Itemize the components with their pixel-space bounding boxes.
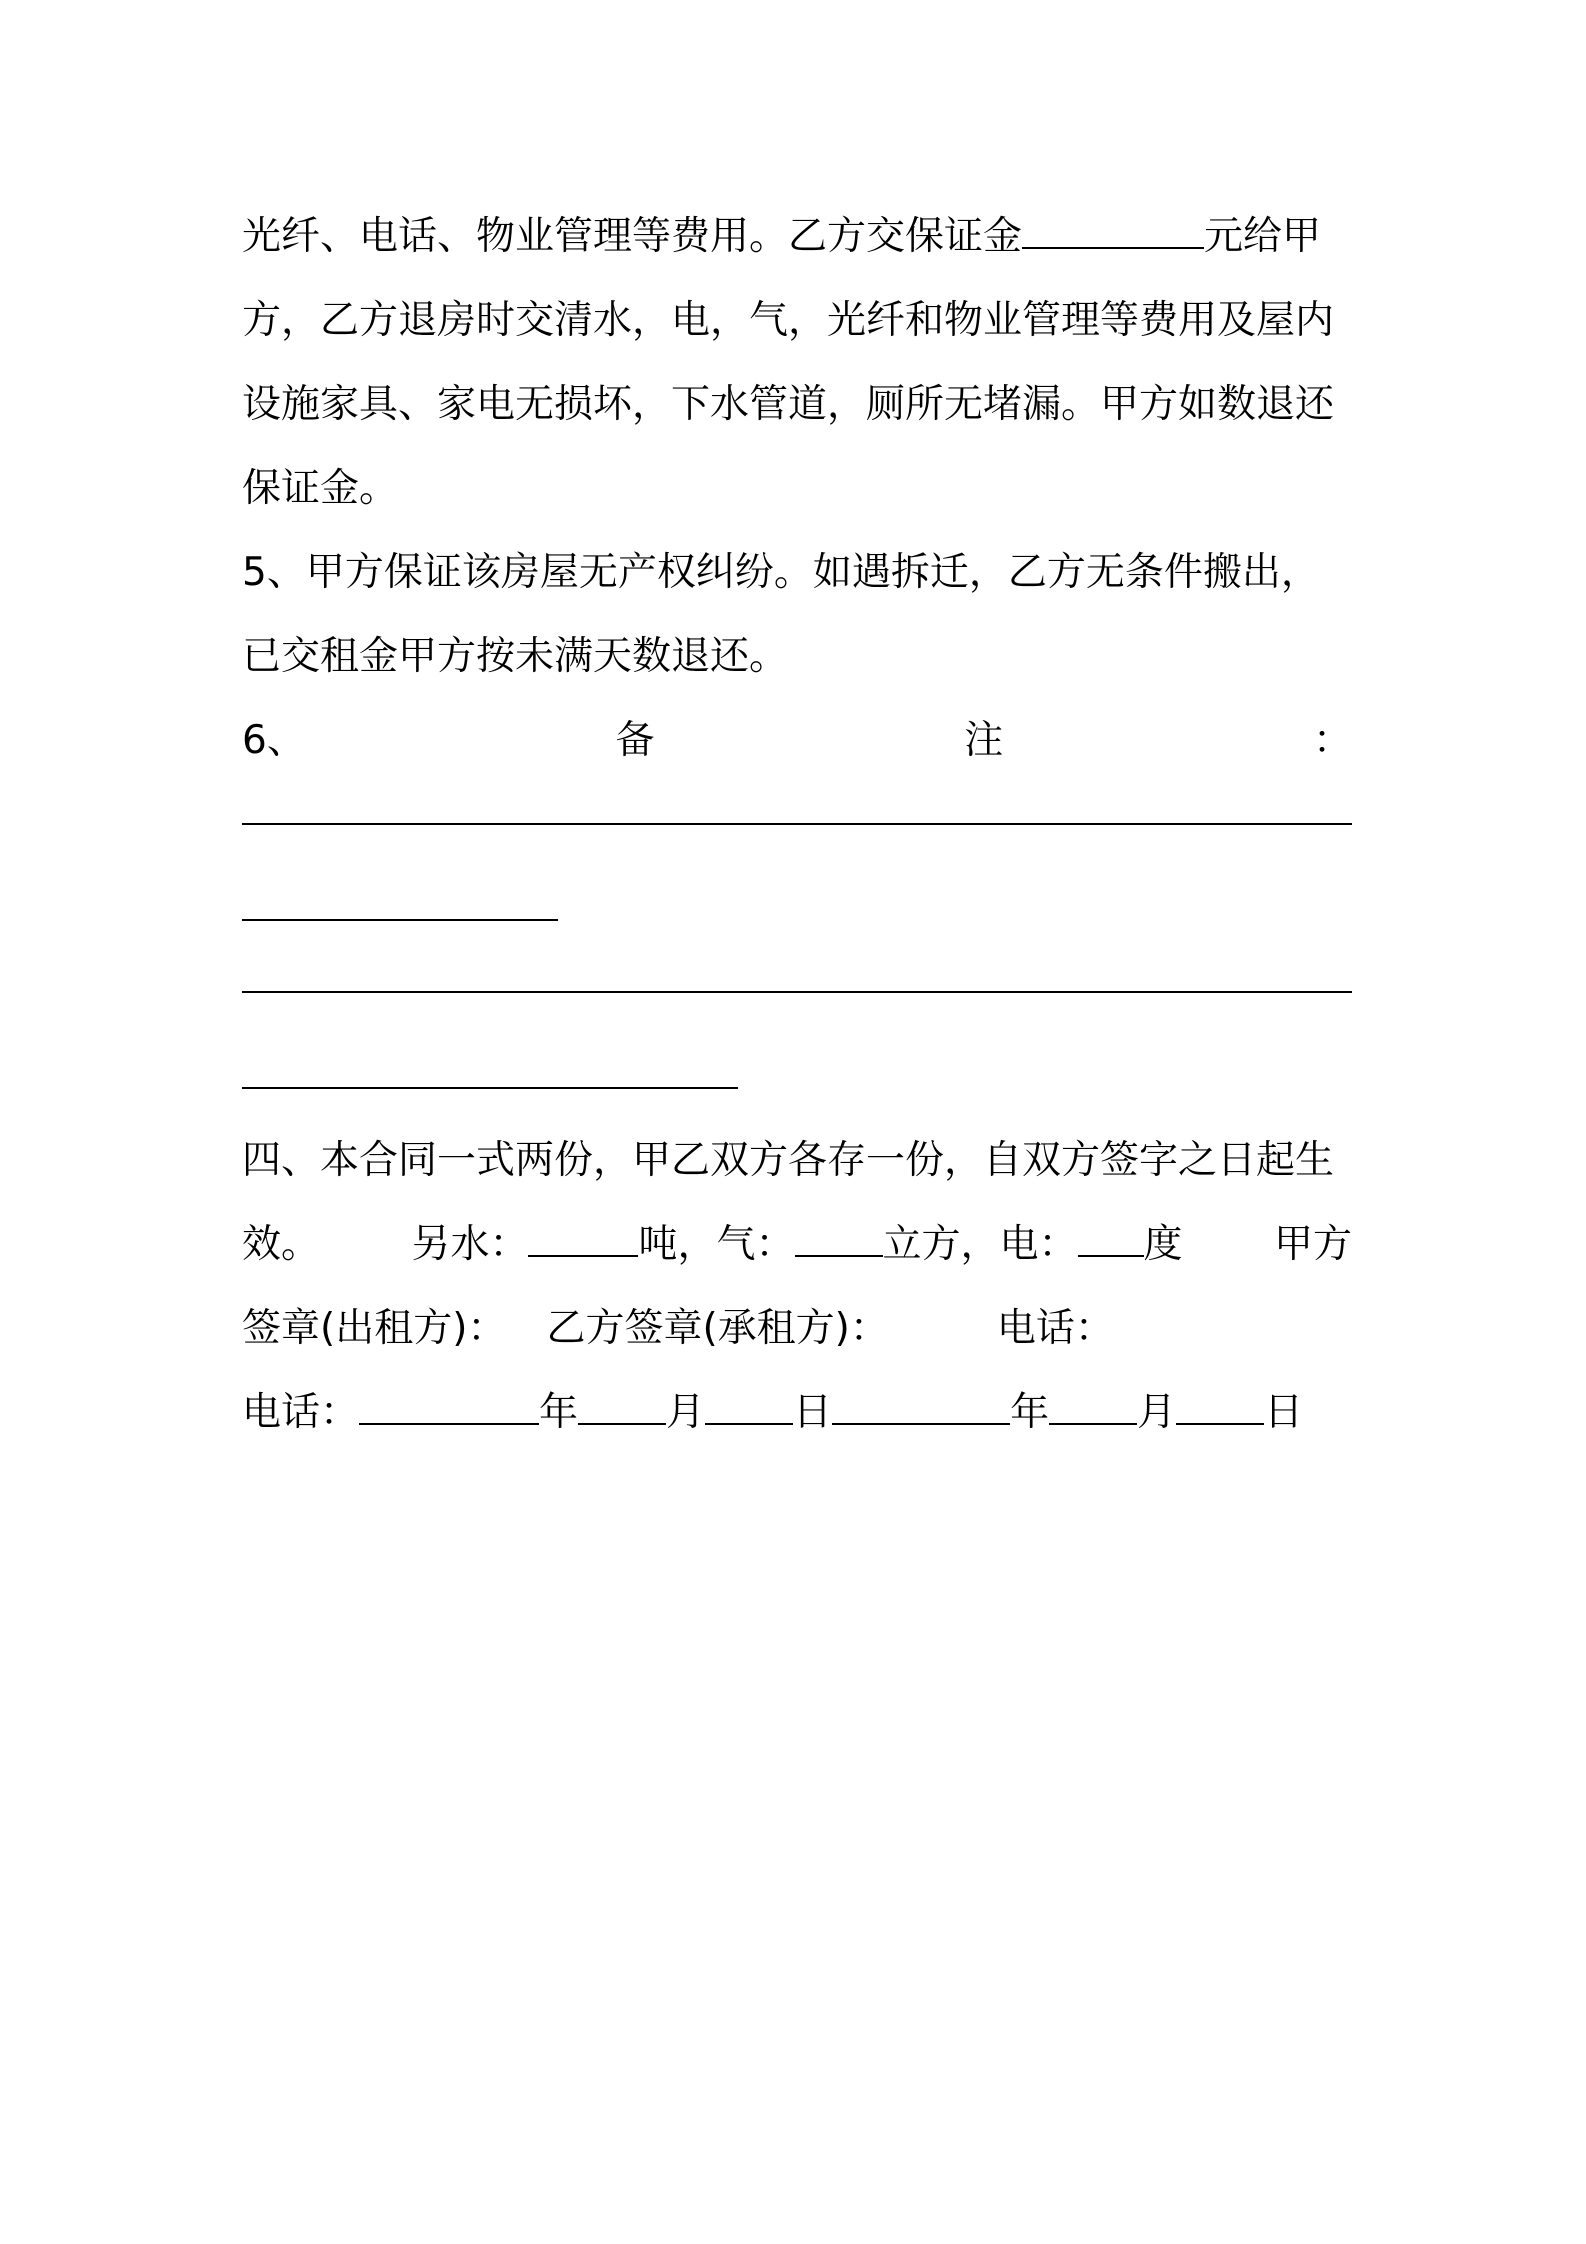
deposit-text-tail: 元给甲 xyxy=(1204,214,1322,259)
party-b-year-label: 年 xyxy=(1010,1390,1050,1435)
party-a-year-blank[interactable] xyxy=(359,1393,539,1425)
party-b-day-blank[interactable] xyxy=(1176,1393,1264,1425)
party-a-year-label: 年 xyxy=(539,1390,579,1435)
phone-label-lower: 电话： xyxy=(242,1390,360,1435)
deposit-line-2: 方，乙方退房时交清水，电，气，光纤和物业管理等费用及屋内 xyxy=(242,298,1335,343)
water-unit: 吨，气： xyxy=(638,1222,795,1267)
deposit-amount-blank[interactable] xyxy=(1022,217,1204,249)
signature-line xyxy=(242,1287,1352,1371)
clause-6-colon: ： xyxy=(1312,718,1352,763)
clause-6-char-1: 备 xyxy=(615,718,655,763)
deposit-line-4: 保证金。 xyxy=(242,466,399,511)
phone-date-line xyxy=(242,1371,1352,1455)
clause-6-char-2: 注 xyxy=(964,718,1004,763)
deposit-line-3: 设施家具、家电无损坏，下水管道，厕所无堵漏。甲方如数退还 xyxy=(242,382,1335,427)
deposit-text: 光纤、电话、物业管理等费用。乙方交保证金 xyxy=(242,214,1023,259)
clause-5-line-1: 5、甲方保证该房屋无产权纠纷。如遇拆迁，乙方无条件搬出， xyxy=(242,550,1320,595)
party-a-month-blank[interactable] xyxy=(578,1393,666,1425)
party-b-day-label: 日 xyxy=(1264,1390,1304,1435)
clause-four-effect-text: 效。 xyxy=(242,1222,321,1267)
remarks-line-1[interactable] xyxy=(242,783,1352,867)
party-a-text: 甲方 xyxy=(1273,1222,1352,1267)
remarks-line-3[interactable] xyxy=(242,951,1352,1035)
party-a-month-label: 月 xyxy=(666,1390,706,1435)
remarks-blank-4[interactable] xyxy=(242,1047,738,1089)
remarks-blank-2[interactable] xyxy=(242,879,558,921)
clause-6-number: 6、 xyxy=(242,718,306,763)
clause-5-line-2: 已交租金甲方按未满天数退还。 xyxy=(242,634,789,679)
contract-body xyxy=(242,195,1352,1455)
electricity-unit: 度 xyxy=(1143,1222,1183,1267)
party-b-month-label: 月 xyxy=(1137,1390,1177,1435)
clause-four-line-1: 四、本合同一式两份，甲乙双方各存一份，自双方签字之日起生 xyxy=(242,1138,1335,1183)
utility-readings xyxy=(411,1203,1182,1287)
party-b-signature-label: 乙方签章(承租方)： xyxy=(546,1306,889,1351)
remarks-blank-1[interactable] xyxy=(242,783,1352,825)
water-blank[interactable] xyxy=(528,1225,638,1257)
electricity-blank[interactable] xyxy=(1078,1225,1144,1257)
gas-unit: 立方，电： xyxy=(882,1222,1078,1267)
clause-6-heading xyxy=(242,699,1352,783)
party-a-day-blank[interactable] xyxy=(705,1393,793,1425)
gas-blank[interactable] xyxy=(795,1225,883,1257)
party-b-year-blank[interactable] xyxy=(832,1393,1010,1425)
party-a-day-label: 日 xyxy=(793,1390,833,1435)
party-a-signature-label: 签章(出租方)： xyxy=(242,1306,507,1351)
party-b-month-blank[interactable] xyxy=(1049,1393,1137,1425)
remarks-line-4[interactable] xyxy=(242,1035,1352,1119)
phone-label-upper: 电话： xyxy=(996,1306,1114,1351)
remarks-blank-3[interactable] xyxy=(242,951,1352,993)
clause-four-line-2 xyxy=(242,1203,1352,1287)
remarks-line-2[interactable] xyxy=(242,867,1352,951)
water-label: 另水： xyxy=(411,1222,529,1267)
deposit-line-1 xyxy=(242,195,1352,279)
